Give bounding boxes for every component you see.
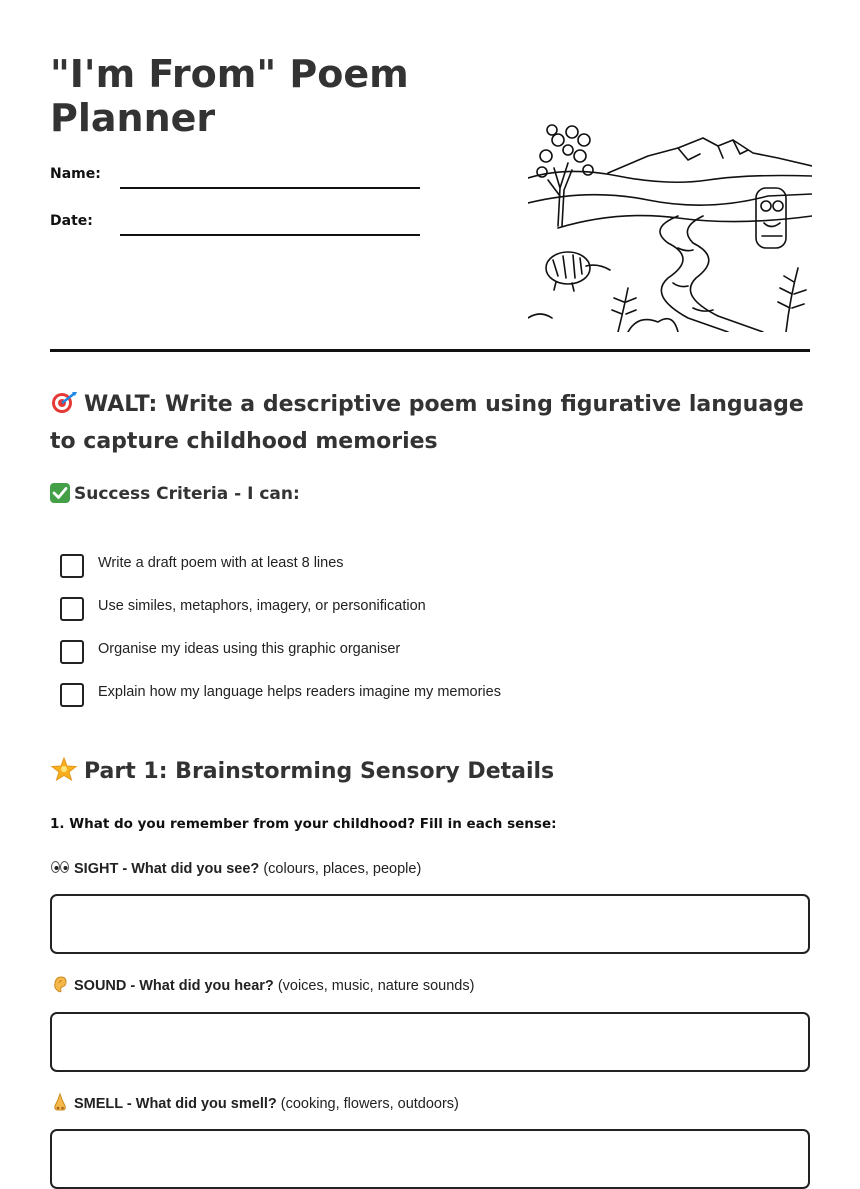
- criteria-item: [60, 551, 800, 594]
- criteria-item: [60, 680, 800, 723]
- criteria-item: [60, 637, 800, 680]
- smell-answer-box[interactable]: [50, 1129, 810, 1189]
- success-criteria-list: [60, 551, 800, 723]
- sound-hint: (voices, music, nature sounds): [277, 978, 475, 994]
- sight-answer-box[interactable]: [50, 894, 810, 954]
- sight-question: SIGHT - What did you see?: [74, 861, 260, 877]
- criteria-text: Write a draft poem with at least 8 lines: [98, 555, 344, 571]
- sound-label: [50, 974, 474, 994]
- part1-heading: [50, 757, 554, 784]
- page-title: "I'm From" Poem Planner: [50, 52, 409, 140]
- walt-heading: [50, 386, 810, 460]
- name-label: Name:: [50, 166, 101, 182]
- sight-hint: (colours, places, people): [263, 861, 422, 877]
- smell-hint: (cooking, flowers, outdoors): [280, 1096, 459, 1112]
- ear-icon: [50, 974, 70, 994]
- criteria-text: Organise my ideas using this graphic organiser: [98, 641, 401, 657]
- nz-landscape-illustration: [528, 118, 812, 332]
- smell-question: SMELL - What did you smell?: [74, 1096, 277, 1112]
- success-criteria-title: Success Criteria - I can:: [74, 484, 300, 504]
- sound-question: SOUND - What did you hear?: [74, 978, 274, 994]
- nose-icon: [50, 1092, 70, 1112]
- header-divider: [50, 349, 810, 352]
- criteria-text: Explain how my language helps readers imagine my memories: [98, 684, 501, 700]
- criteria-text: Use similes, metaphors, imagery, or personification: [98, 598, 426, 614]
- target-icon: [50, 390, 78, 414]
- criteria-checkbox[interactable]: [60, 554, 84, 578]
- glowing-star-icon: [50, 757, 78, 781]
- question-1: 1. What do you remember from your childhood? Fill in each sense:: [50, 816, 557, 832]
- part1-title: Part 1: Brainstorming Sensory Details: [84, 759, 555, 784]
- criteria-checkbox[interactable]: [60, 597, 84, 621]
- criteria-checkbox[interactable]: [60, 683, 84, 707]
- criteria-item: [60, 594, 800, 637]
- smell-label: [50, 1092, 459, 1112]
- walt-text: WALT: Write a descriptive poem using figurative language to capture childhood memories: [50, 392, 804, 454]
- sound-answer-box[interactable]: [50, 1012, 810, 1072]
- sight-label: [50, 857, 421, 877]
- criteria-checkbox[interactable]: [60, 640, 84, 664]
- eyes-icon: [50, 857, 70, 877]
- date-label: Date:: [50, 213, 93, 229]
- name-field[interactable]: [120, 187, 420, 189]
- date-field[interactable]: [120, 234, 420, 236]
- success-criteria-heading: [50, 483, 300, 504]
- check-mark-button-icon: [50, 483, 70, 503]
